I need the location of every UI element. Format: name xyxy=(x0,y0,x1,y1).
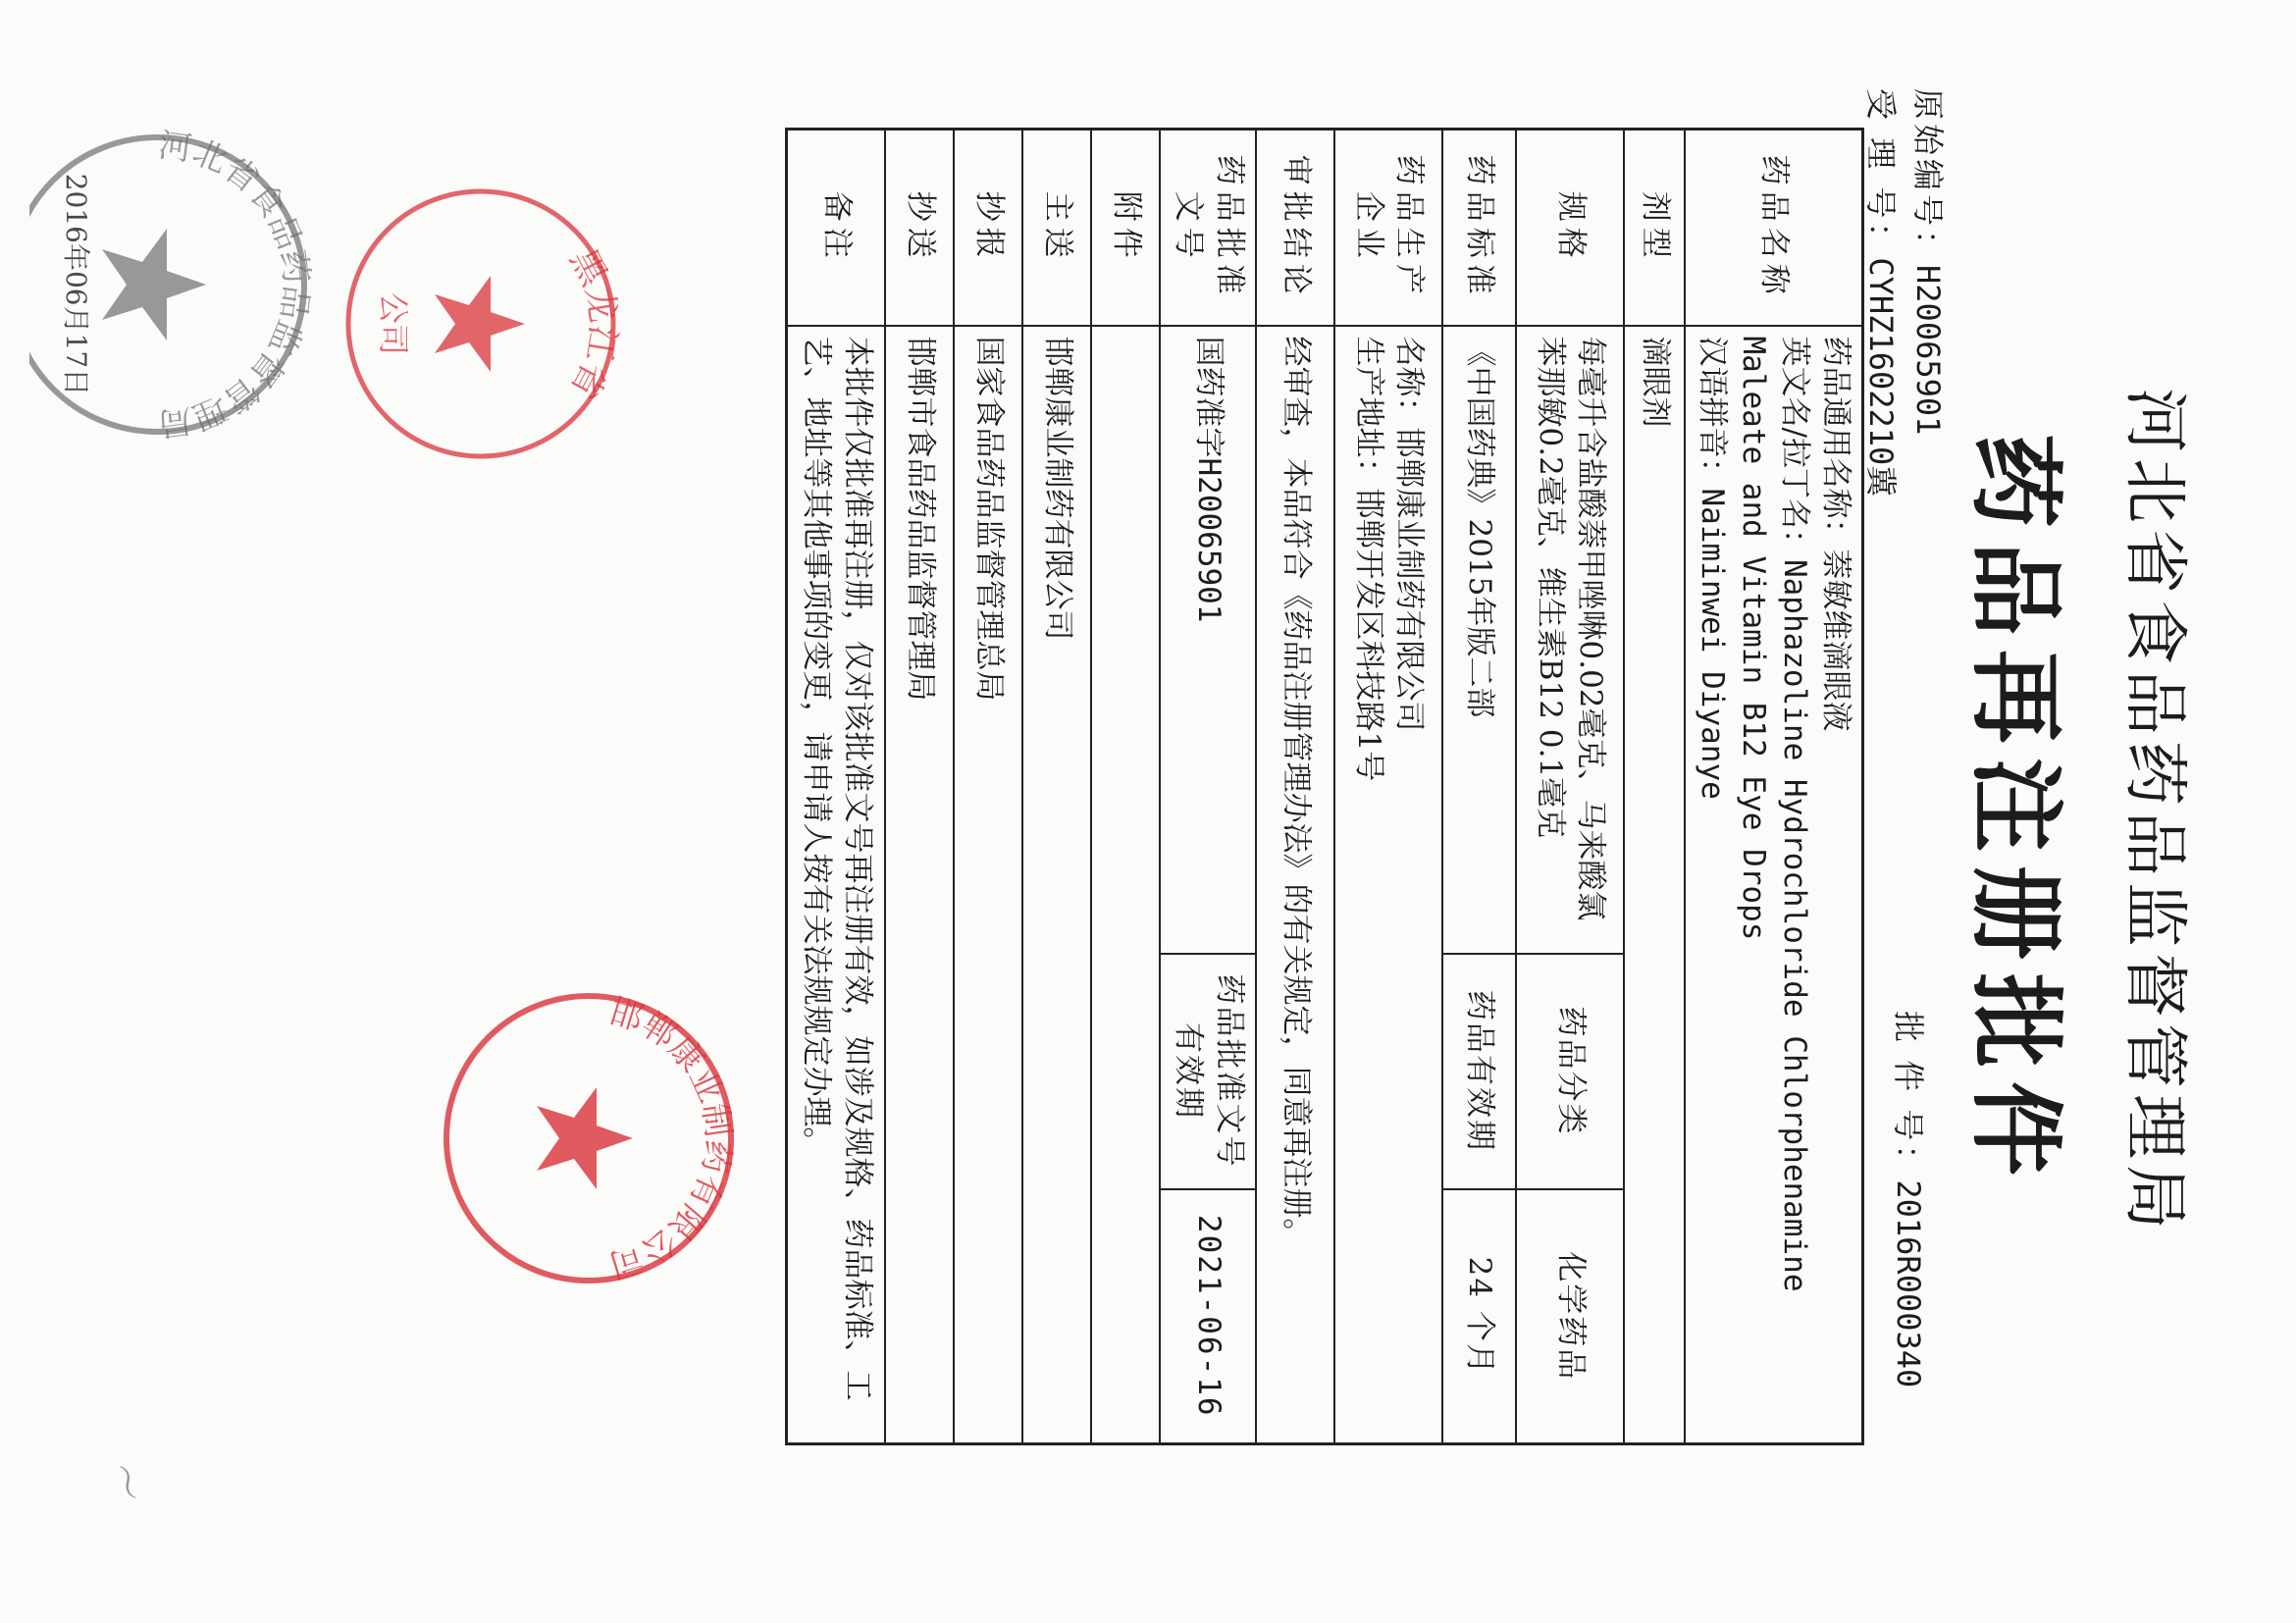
manufacturer-name: 名称：邯郸康业制药有限公司 xyxy=(1391,336,1428,732)
row-specification xyxy=(1516,130,1624,1444)
approval-number: 批 件 号：2016R000340 xyxy=(1890,1011,1927,1388)
bureau-seal-date: 2016年06月17日 xyxy=(60,173,92,396)
company-seal xyxy=(432,981,746,1295)
approval-number-value: 国药准字H20065901 xyxy=(1160,326,1256,954)
row-dosage-form xyxy=(1624,130,1685,1444)
approval-number-label: 药品批准文号 xyxy=(1160,130,1256,326)
row-manufacturer xyxy=(1334,130,1442,1444)
drug-name-label: 药品名称 xyxy=(1685,130,1863,326)
agency-name: 河北省食品药品监督管理局 xyxy=(2117,388,2193,1235)
main-recipient-value: 邯郸康业制药有限公司 xyxy=(1022,326,1091,1444)
standard-label: 药品标准 xyxy=(1442,130,1516,326)
bureau-seal-text: 河北省食品药品监督管理局 xyxy=(155,126,316,444)
report-to-label: 抄报 xyxy=(954,130,1022,326)
manufacturer-label: 药品生产企业 xyxy=(1334,130,1442,326)
remarks-value: 本批件仅批准再注册，仅对该批准文号再注册有效，如涉及规格、药品标准、工艺、地址等其他事项的变更，请申请人按有关法规规定办理。 xyxy=(787,326,885,1444)
attachment-label: 附件 xyxy=(1091,130,1160,326)
heilongjiang-seal-text2: 公司 xyxy=(375,291,412,356)
drug-name-cell xyxy=(1685,326,1863,1444)
dosage-form-label: 剂型 xyxy=(1624,130,1685,326)
approval-table xyxy=(785,128,1864,1445)
drug-class-label: 药品分类 xyxy=(1516,954,1624,1189)
validity-label: 药品有效期 xyxy=(1442,954,1516,1189)
copy-to-label: 抄送 xyxy=(885,130,954,326)
specification-label: 规格 xyxy=(1516,130,1624,326)
manufacturer-cell xyxy=(1334,326,1442,1444)
remarks-label: 备注 xyxy=(787,130,885,326)
generic-name: 药品通用名称：萘敏维滴眼液 xyxy=(1818,336,1853,732)
conclusion-label: 审批结论 xyxy=(1256,130,1334,326)
document-title: 药品再注册批件 xyxy=(1960,434,2071,1189)
heilongjiang-seal xyxy=(334,177,628,471)
main-recipient-label: 主送 xyxy=(1022,130,1091,326)
copy-to-value: 邯郸市食品药品监督管理局 xyxy=(885,326,954,1444)
approval-validity-label: 药品批准文号有效期 xyxy=(1160,954,1256,1189)
company-seal-text: 邯郸康业制药有限公司 xyxy=(604,991,738,1285)
standard-value: 《中国药典》2015年版二部 xyxy=(1442,326,1516,954)
row-approval-number xyxy=(1160,130,1256,1444)
conclusion-value: 经审查，本品符合《药品注册管理办法》的有关规定，同意再注册。 xyxy=(1256,326,1334,1444)
validity-value: 24 个月 xyxy=(1442,1189,1516,1444)
report-to-value: 国家食品药品监督管理总局 xyxy=(954,326,1022,1444)
pinyin-name: 汉语拼音：Naiminwei Diyanye xyxy=(1695,336,1731,800)
bureau-seal xyxy=(29,118,324,451)
row-drug-name xyxy=(1685,130,1863,1444)
row-copy-to xyxy=(885,130,954,1444)
row-main-recipient xyxy=(1022,130,1091,1444)
attachment-value xyxy=(1091,326,1160,1444)
heilongjiang-seal-text: 黑龙江省 xyxy=(561,242,624,405)
acceptance-number: 受 理 号：CYHZ1602210冀 xyxy=(1862,88,1900,497)
handwritten-mark: 〜 xyxy=(97,1456,154,1509)
approval-validity-value: 2021-06-16 xyxy=(1160,1189,1256,1444)
row-conclusion xyxy=(1256,130,1334,1444)
row-standard xyxy=(1442,130,1516,1444)
manufacturer-address: 生产地址：邯郸开发区科技路1号 xyxy=(1350,336,1386,782)
dosage-form-value: 滴眼剂 xyxy=(1624,326,1685,1444)
specification-value: 每毫升含盐酸萘甲唑啉0.02毫克、马来酸氯苯那敏0.2毫克、维生素B12 0.1毫克 xyxy=(1516,326,1624,954)
row-remarks xyxy=(787,130,885,1444)
original-number: 原始编号：H20065901 xyxy=(1909,88,1947,436)
row-report-to xyxy=(954,130,1022,1444)
row-attachment xyxy=(1091,130,1160,1444)
english-name: 英文名/拉丁名：Naphazoline Hydrochloride Chlorphenamine Maleate and Vitamin B12 Eye Drops xyxy=(1736,336,1813,1292)
drug-class-value: 化学药品 xyxy=(1516,1189,1624,1444)
